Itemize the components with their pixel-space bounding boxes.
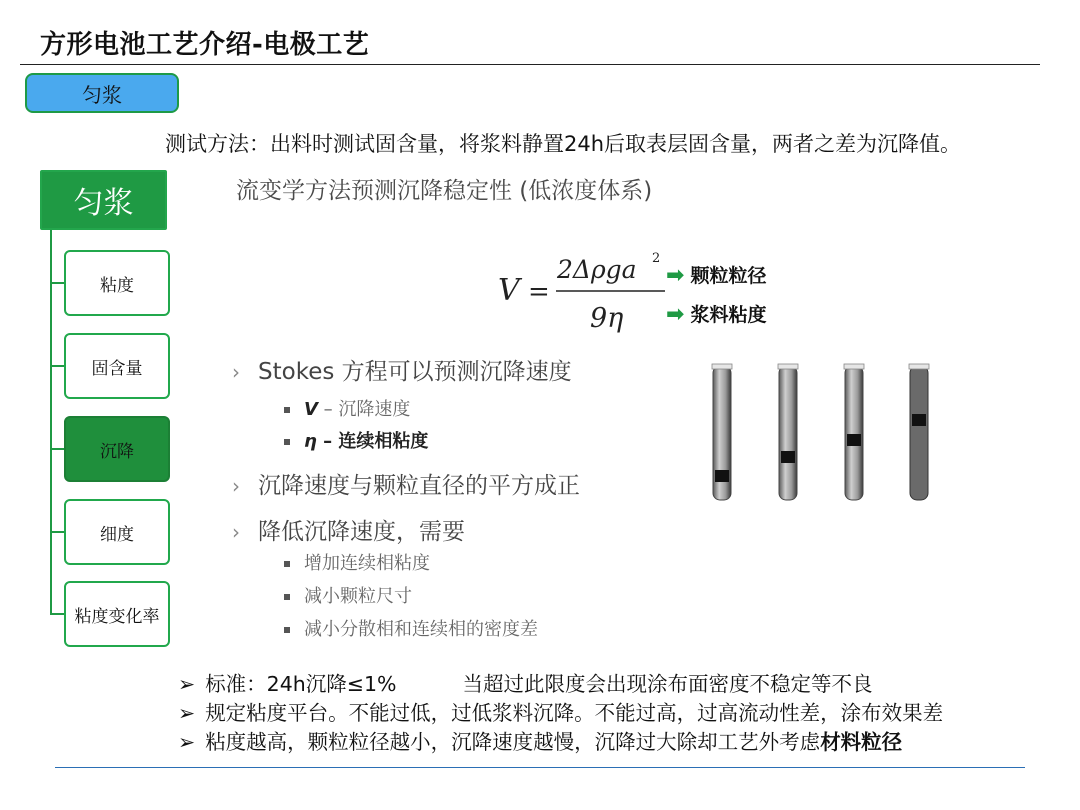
title-divider [20,64,1040,65]
stokes-formula [490,244,670,339]
standard-text-bold: 材料粒径 [820,730,903,754]
test-tube [778,364,798,500]
sub-bullet-increase-viscosity [284,549,430,575]
arrowhead-bullet-icon: ➢ [178,730,196,754]
chevron-icon: › [232,520,240,544]
arrow-label-slurry-viscosity [666,300,766,327]
formula-denominator: 9η [590,303,624,334]
formula-lhs: V [498,273,520,308]
arrowhead-bullet-icon: ➢ [178,701,196,725]
test-method-text: 测试方法：出料时测试固含量，将浆料静置24h后取表层固含量，两者之差为沉降值。 [165,132,962,156]
tree-trunk-line [50,230,52,614]
sub-bullet-text: 增加连续相粘度 [304,553,430,574]
standard-line-2 [178,696,943,726]
tree-node-viscosity: 粘度 [64,250,170,316]
standard-text: 标准：24h沉降≤1% [205,672,397,696]
square-bullet-icon [284,439,290,445]
sub-bullet-text: – 连续相粘度 [316,431,429,452]
sub-bullet-velocity [284,395,410,421]
standard-text: 规定粘度平台。不能过低，过低浆料沉降。不能过高，过高流动性差，涂布效果差 [205,701,944,725]
tree-node-fineness: 细度 [64,499,170,565]
chevron-icon: › [232,360,240,384]
slide-title: 流变学方法预测沉降稳定性 (低浓度体系) [236,178,653,204]
test-tube [712,364,732,500]
square-bullet-icon [284,627,290,633]
tree-branch-line [50,365,64,367]
arrow-label-text: 颗粒粒径 [690,265,767,287]
arrowhead-bullet-icon: ➢ [178,672,196,696]
formula-equals: = [528,277,550,307]
sub-bullet-reduce-density-diff [284,615,538,641]
tree-branch-line [50,531,64,533]
formula-exponent: 2 [652,251,661,266]
square-bullet-icon [284,407,290,413]
bullet-text: 沉降速度与颗粒直径的平方成正 [258,473,580,499]
sub-bullet-viscosity [284,427,428,453]
standard-line-1 [178,667,872,697]
footer-divider [55,767,1025,768]
right-arrow-icon: ➡ [666,302,685,327]
tree-node-sedimentation: 沉降 [64,416,170,482]
arrow-label-particle-size [666,261,766,288]
page-title: 方形电池工艺介绍-电极工艺 [40,30,370,60]
test-tubes-illustration [700,360,940,510]
bullet-text: Stokes 方程可以预测沉降速度 [258,359,572,385]
sub-bullet-text: – 沉降速度 [317,399,411,420]
standard-text: 粘度越高，颗粒粒径越小，沉降速度越慢，沉降过大除却工艺外考虑 [205,730,821,754]
tree-branch-line [50,613,64,615]
right-arrow-icon: ➡ [666,263,685,288]
formula-numerator: 2Δρga [557,255,637,284]
arrow-label-text: 浆料粘度 [690,304,767,326]
test-tube [844,364,864,500]
section-tag: 匀浆 [25,73,179,113]
symbol-v: V [304,399,318,420]
sub-bullet-reduce-particle-size [284,582,412,608]
square-bullet-icon [284,561,290,567]
bullet-reduce-speed [232,513,465,546]
test-tube [909,364,929,500]
chevron-icon: › [232,474,240,498]
bullet-proportional [232,467,580,500]
sub-bullet-text: 减小颗粒尺寸 [304,586,412,607]
symbol-eta: η [304,431,317,452]
sub-bullet-text: 减小分散相和连续相的密度差 [304,619,538,640]
tree-node-viscosity-change-rate: 粘度变化率 [64,581,170,647]
standard-text-note: 当超过此限度会出现涂布面密度不稳定等不良 [462,672,873,696]
tree-branch-line [50,282,64,284]
tree-branch-line [50,448,64,450]
bullet-stokes [232,353,572,386]
square-bullet-icon [284,594,290,600]
tree-node-solid-content: 固含量 [64,333,170,399]
standard-line-3 [178,725,902,755]
bullet-text: 降低沉降速度，需要 [258,519,465,545]
tree-root-node: 匀浆 [40,170,167,230]
